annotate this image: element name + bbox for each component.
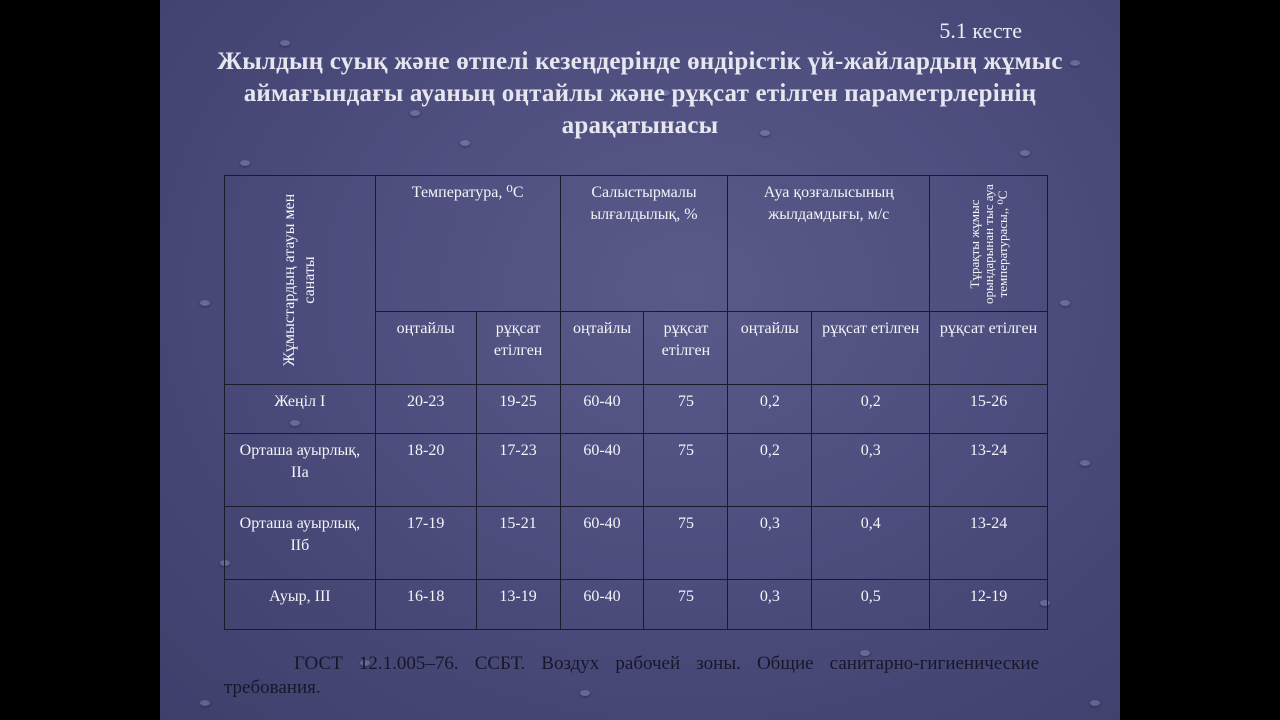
cell-speed-optimal: 0,2 [728,434,812,507]
cell-outside-allowed: 13-24 [930,507,1048,580]
title-line-1: Жылдың суық және өтпелі кезеңдерінде өндірістік үй-жайлардың жұмыс [217,48,1063,75]
cell-speed-allowed: 0,2 [812,385,930,434]
water-drop [1020,150,1030,156]
cell-outside-allowed: 12-19 [930,580,1048,630]
cell-speed-optimal: 0,3 [728,580,812,630]
cell-speed-optimal: 0,3 [728,507,812,580]
row-category: Орташа ауырлық, IIб [225,507,376,580]
header-speed-allowed: рұқсат етілген [812,312,930,385]
header-outside-temperature: Тұрақты жұмыс орындарынан тыс ауа температурасы,, ⁰С [930,176,1048,312]
water-drop [1090,700,1100,706]
header-humidity: Салыстырмалы ылғалдылық, % [560,176,728,312]
cell-temp-allowed: 15-21 [476,507,560,580]
cell-hum-allowed: 75 [644,385,728,434]
header-row-1 [225,176,1048,312]
cell-temp-optimal: 20-23 [375,385,476,434]
cell-hum-optimal: 60-40 [560,507,644,580]
cell-hum-allowed: 75 [644,507,728,580]
water-drop [1060,300,1070,306]
parameters-table [224,175,1048,630]
table-row [225,385,1048,434]
table-number: 5.1 кесте [939,18,1022,43]
header-speed-optimal: оңтайлы [728,312,812,385]
row-category: Орташа ауырлық, IIа [225,434,376,507]
cell-hum-allowed: 75 [644,434,728,507]
cell-temp-allowed: 17-23 [476,434,560,507]
header-air-speed: Ауа қозғалысының жылдамдығы, м/с [728,176,930,312]
header-temperature: Температура, ⁰С [375,176,560,312]
cell-temp-optimal: 16-18 [375,580,476,630]
cell-hum-allowed: 75 [644,580,728,630]
cell-speed-allowed: 0,5 [812,580,930,630]
cell-hum-optimal: 60-40 [560,580,644,630]
header-work-category: Жұмыстардың атауы мен санаты [225,176,376,385]
cell-speed-allowed: 0,4 [812,507,930,580]
header-hum-optimal: оңтайлы [560,312,644,385]
cell-hum-optimal: 60-40 [560,434,644,507]
water-drop [200,700,210,706]
table-row [225,507,1048,580]
cell-temp-allowed: 19-25 [476,385,560,434]
slide-title [200,46,1080,142]
header-hum-allowed: рұқсат етілген [644,312,728,385]
row-category: Ауыр, III [225,580,376,630]
cell-outside-allowed: 13-24 [930,434,1048,507]
table-row [225,580,1048,630]
header-temp-optimal: оңтайлы [375,312,476,385]
cell-speed-allowed: 0,3 [812,434,930,507]
header-outside-allowed: рұқсат етілген [930,312,1048,385]
cell-speed-optimal: 0,2 [728,385,812,434]
cell-temp-allowed: 13-19 [476,580,560,630]
cell-temp-optimal: 17-19 [375,507,476,580]
footer-reference: ГОСТ 12.1.005–76. ССБТ. Воздух рабочей зоны. Общие санитарно-гигиенические требования. [224,653,1039,698]
title-line-2: аймағындағы ауаның оңтайлы және рұқсат етілген параметрлерінің [243,80,1037,107]
title-line-3: арақатынасы [561,112,719,139]
table-row [225,434,1048,507]
water-drop [200,300,210,306]
cell-outside-allowed: 15-26 [930,385,1048,434]
water-drop [240,160,250,166]
water-drop [1080,460,1090,466]
row-category: Жеңіл І [225,385,376,434]
header-temp-allowed: рұқсат етілген [476,312,560,385]
slide [160,0,1120,720]
cell-temp-optimal: 18-20 [375,434,476,507]
cell-hum-optimal: 60-40 [560,385,644,434]
